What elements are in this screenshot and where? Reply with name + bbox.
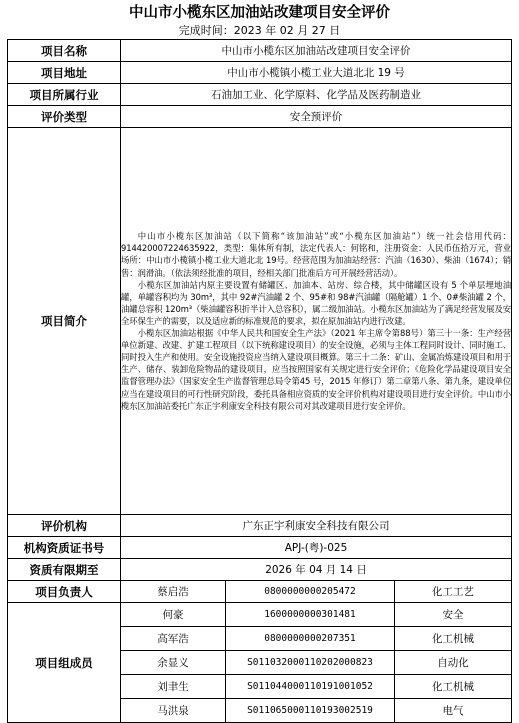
- leader-number: 0800000000205472: [226, 581, 395, 603]
- certificate-number-label: 机构资质证书号: [8, 537, 121, 559]
- certificate-number-value: APJ-(粤)-025: [121, 537, 512, 559]
- project-members-label: 项目组成员: [8, 603, 121, 723]
- member-specialty: 化工机械: [395, 627, 512, 651]
- summary-paragraph-2: 小榄东区加油站内原主要设置有储罐区、加油本、站房、综合楼，其中储罐区设有 5 个单层埋地油罐，单罐容积均为 30m³，其中 92#汽油罐 2 个、95#和 98#汽油罐（隔舱罐）1 个、0#柴油罐 2 个，油罐总容积 120m³（柴油罐容积折半计入总容积），属二级加油站。小榄东区加油站为了满足经营发展及安全环保生产的需要，以及适应新的标准规范的要求，拟在原加油站内进行改建。: [121, 279, 512, 326]
- member-specialty: 化工机械: [395, 675, 512, 699]
- project-name-value: 中山市小榄东区加油站改建项目安全评价: [121, 40, 512, 62]
- project-name-label: 项目名称: [8, 40, 121, 62]
- member-number: S011032000110202000823: [226, 651, 395, 675]
- member-number: S011044000110191001052: [226, 675, 395, 699]
- project-summary-text: [121, 128, 512, 515]
- summary-paragraph-1: 中山市小榄东区加油站（以下简称“该加油站”或“小榄东区加油站”）统一社会信用代码：914420007224635922，类型：集体所有制，法定代表人：何铭和，注册资金：人民币伍拾万元，营业场所：中山市小榄镇小榄工业大道北北 19号。经营范围为加油站经营：汽油（1630）、柴油（1674）；销售：润滑油。（依法须经批准的项目，经相关部门批准后方可开展经营活动）。: [121, 231, 512, 278]
- evaluation-org-value: 广东正宇利康安全科技有限公司: [121, 515, 512, 537]
- completion-date: 完成时间：2023 年 02 月 27 日: [178, 24, 341, 37]
- member-name: 余显义: [121, 651, 226, 675]
- member-name: 何豪: [121, 603, 226, 627]
- project-address-value: 中山市小榄镇小榄工业大道北北 19 号: [121, 62, 512, 84]
- qualification-expiry-value: 2026 年 04 月 14 日: [121, 559, 512, 581]
- row-certificate-number: [8, 537, 512, 559]
- table-row: [8, 603, 512, 627]
- member-number: 1600000000301481: [226, 603, 395, 627]
- leader-specialty: 化工工艺: [395, 581, 512, 603]
- row-project-name: [8, 40, 512, 62]
- project-info-table: [7, 39, 512, 723]
- row-qualification-expiry: [8, 559, 512, 581]
- evaluation-org-label: 评价机构: [8, 515, 121, 537]
- member-specialty: 自动化: [395, 651, 512, 675]
- project-address-label: 项目地址: [8, 62, 121, 84]
- project-industry-label: 项目所属行业: [8, 84, 121, 106]
- row-project-industry: [8, 84, 512, 106]
- qualification-expiry-label: 资质有限期至: [8, 559, 121, 581]
- row-project-summary: [8, 128, 512, 515]
- row-evaluation-type: [8, 106, 512, 128]
- summary-paragraph-3: 小榄东区加油站根据《中华人民共和国安全生产法》（2021 年主席令第88号）第三十一条：生产经营单位新建、改建、扩建工程项目（以下统称建设项目）的安全设施，必须与主体工程同时设计、同时施工、同时投入生产和使用。安全设施投资应当纳入建设项目概算。第三十二条：矿山、金属冶炼建设项目和用于生产、储存、装卸危险物品的建设项目，应当按照国家有关规定进行安全评价；《危险化学品建设项目安全监督管理办法》（国家安全生产监督管理总局令第45 号，2015 年修订）第二章第八条、第九条，建设单位应当在建设项目的可行性研究阶段，委托具备相应资质的安全评价机构对建设项目进行安全评价。中山市小榄东区加油站委托广东正宇利康安全科技有限公司对其改建项目进行安全评价。: [121, 328, 512, 411]
- member-name: 高军浩: [121, 627, 226, 651]
- evaluation-type-label: 评价类型: [8, 106, 121, 128]
- project-summary-label: 项目简介: [8, 128, 121, 515]
- member-name: 马洪泉: [121, 699, 226, 723]
- document-title: 中山市小榄东区加油站改建项目安全评价: [129, 5, 390, 21]
- project-leader-label: 项目负责人: [8, 581, 121, 603]
- row-project-address: [8, 62, 512, 84]
- leader-name: 蔡启浩: [121, 581, 226, 603]
- member-specialty: 安全: [395, 603, 512, 627]
- member-specialty: 电气: [395, 699, 512, 723]
- row-project-leader: [8, 581, 512, 603]
- member-number: S011065000110193002519: [226, 699, 395, 723]
- project-industry-value: 石油加工业、化学原料、化学品及医药制造业: [121, 84, 512, 106]
- evaluation-type-value: 安全预评价: [121, 106, 512, 128]
- row-evaluation-org: [8, 515, 512, 537]
- member-number: 0800000000207351: [226, 627, 395, 651]
- member-name: 刘聿生: [121, 675, 226, 699]
